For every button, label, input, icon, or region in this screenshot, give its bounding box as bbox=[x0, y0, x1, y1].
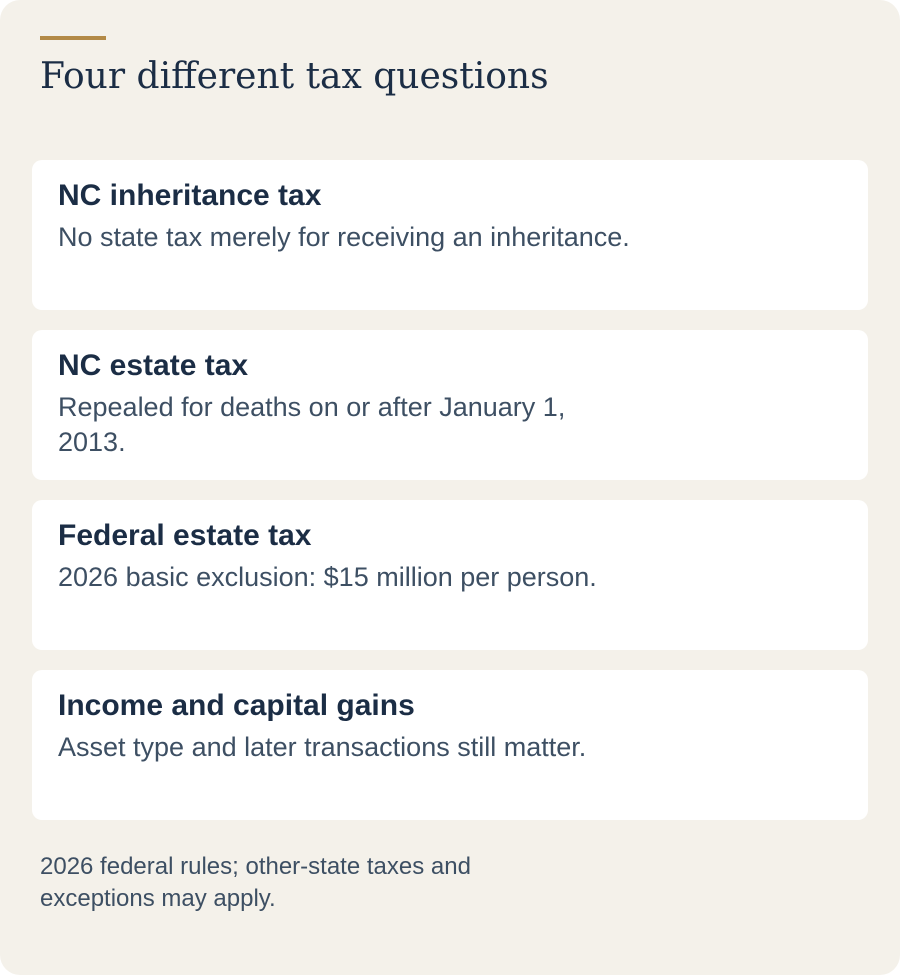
card-federal-estate-tax bbox=[32, 500, 868, 650]
card-description: No state tax merely for receiving an inheritance. bbox=[58, 222, 630, 252]
footnote: 2026 federal rules; other-state taxes and exceptions may apply. bbox=[40, 853, 471, 912]
card-nc-inheritance-tax bbox=[32, 160, 868, 310]
card-income-and-capital-gains bbox=[32, 670, 868, 820]
card-title: NC estate tax bbox=[58, 349, 249, 382]
tax-question-list bbox=[32, 160, 868, 840]
accent-rule bbox=[40, 36, 106, 40]
card-title: Income and capital gains bbox=[58, 689, 415, 722]
card-title: Federal estate tax bbox=[58, 519, 312, 552]
card-title: NC inheritance tax bbox=[58, 179, 322, 212]
card-description: Asset type and later transactions still matter. bbox=[58, 732, 587, 762]
page-title: Four different tax questions bbox=[40, 56, 549, 97]
card-description: 2026 basic exclusion: $15 million per person. bbox=[58, 562, 597, 592]
card-description: Repealed for deaths on or after January 1, 2013. bbox=[58, 392, 566, 457]
card-nc-estate-tax bbox=[32, 330, 868, 480]
